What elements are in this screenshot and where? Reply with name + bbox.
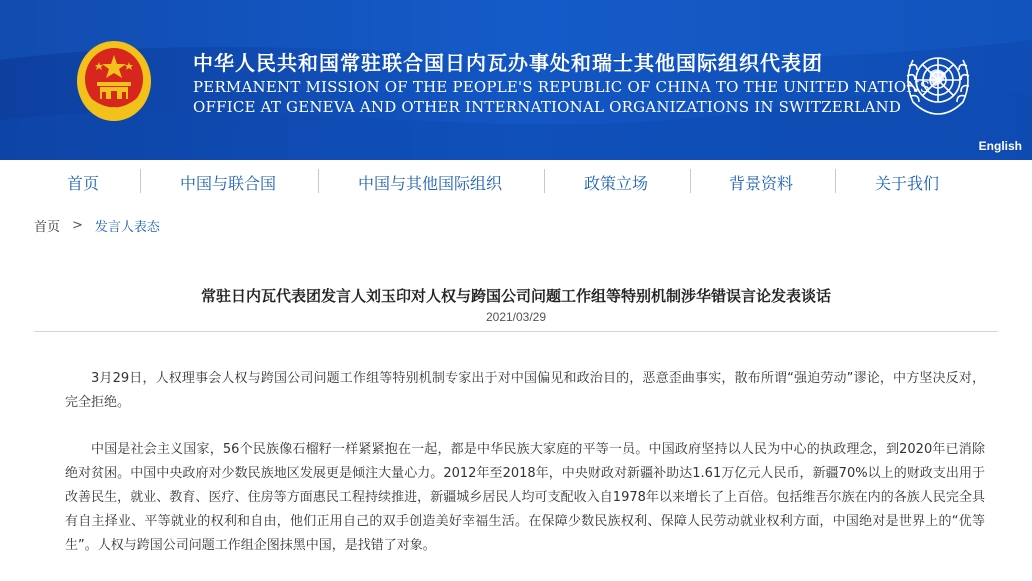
nav-separator: [835, 169, 836, 193]
nav-item-policy[interactable]: 政策立场: [584, 174, 649, 193]
nav-item-about-us[interactable]: 关于我们: [875, 174, 940, 193]
article-paragraph: 3月29日，人权理事会人权与跨国公司问题工作组等特别机制专家出于对中国偏见和政治目的，恶意歪曲事实，散布所谓“强迫劳动”谬论，中方坚决反对，完全拒绝。: [65, 371, 985, 410]
chevron-right-icon: >: [72, 218, 83, 233]
breadcrumb-home-link[interactable]: 首页: [34, 220, 61, 235]
breadcrumb: [34, 216, 160, 235]
article-date: 2021/03/29: [485, 310, 547, 324]
main-nav: [30, 160, 1002, 202]
nav-item-other-organizations[interactable]: 中国与其他国际组织: [358, 174, 503, 193]
united-nations-logo-icon: [895, 44, 981, 118]
site-title-chinese: 中华人民共和国常驻联合国日内瓦办事处和瑞士其他国际组织代表团: [193, 51, 823, 75]
nav-item-china-and-un[interactable]: 中国与联合国: [180, 174, 277, 193]
site-title-english-line1: PERMANENT MISSION OF THE PEOPLE'S REPUBLIC OF CHINA TO THE UNITED NATIONS: [193, 78, 931, 96]
nav-separator: [544, 169, 545, 193]
nav-item-home[interactable]: 首页: [67, 174, 100, 193]
english-language-link[interactable]: English: [978, 139, 1022, 153]
site-title-english-line2: OFFICE AT GENEVA AND OTHER INTERNATIONAL ORGANIZATIONS IN SWITZERLAND: [193, 98, 902, 116]
national-emblem-icon: [75, 40, 153, 122]
nav-separator: [690, 169, 691, 193]
header-banner: [0, 0, 1032, 160]
article-title: 常驻日内瓦代表团发言人刘玉印对人权与跨国公司问题工作组等特别机制涉华错误言论发表谈话: [200, 287, 831, 305]
title-divider: [34, 331, 998, 332]
nav-item-background[interactable]: 背景资料: [729, 174, 794, 193]
article-paragraph: 中国是社会主义国家，56个民族像石榴籽一样紧紧抱在一起，都是中华民族大家庭的平等一员。中国政府坚持以人民为中心的执政理念，到2020年已消除绝对贫困。中国中央政府对少数民族地区发展更是倾注大量心力。2012年至2018年，中央财政对新疆补助达1.61万亿元人民币，新疆70%以上的财政支出用于改善民生，就业、教育、医疗、住房等方面惠民工程持续推进，新疆城乡居民人均可支配收入自1978年以来增长了上百倍。包括维吾尔族在内的各族人民完全具有自主择业、平等就业的权利和自由，他们正用自己的双手创造美好幸福生活。在保障少数民族权利、保障人民劳动就业权利方面，中国绝对是世界上的“优等生”。人权与跨国公司问题工作组企图抹黑中国，是找错了对象。: [65, 442, 985, 553]
nav-separator: [140, 169, 141, 193]
nav-separator: [318, 169, 319, 193]
breadcrumb-current-link[interactable]: 发言人表态: [94, 220, 160, 235]
